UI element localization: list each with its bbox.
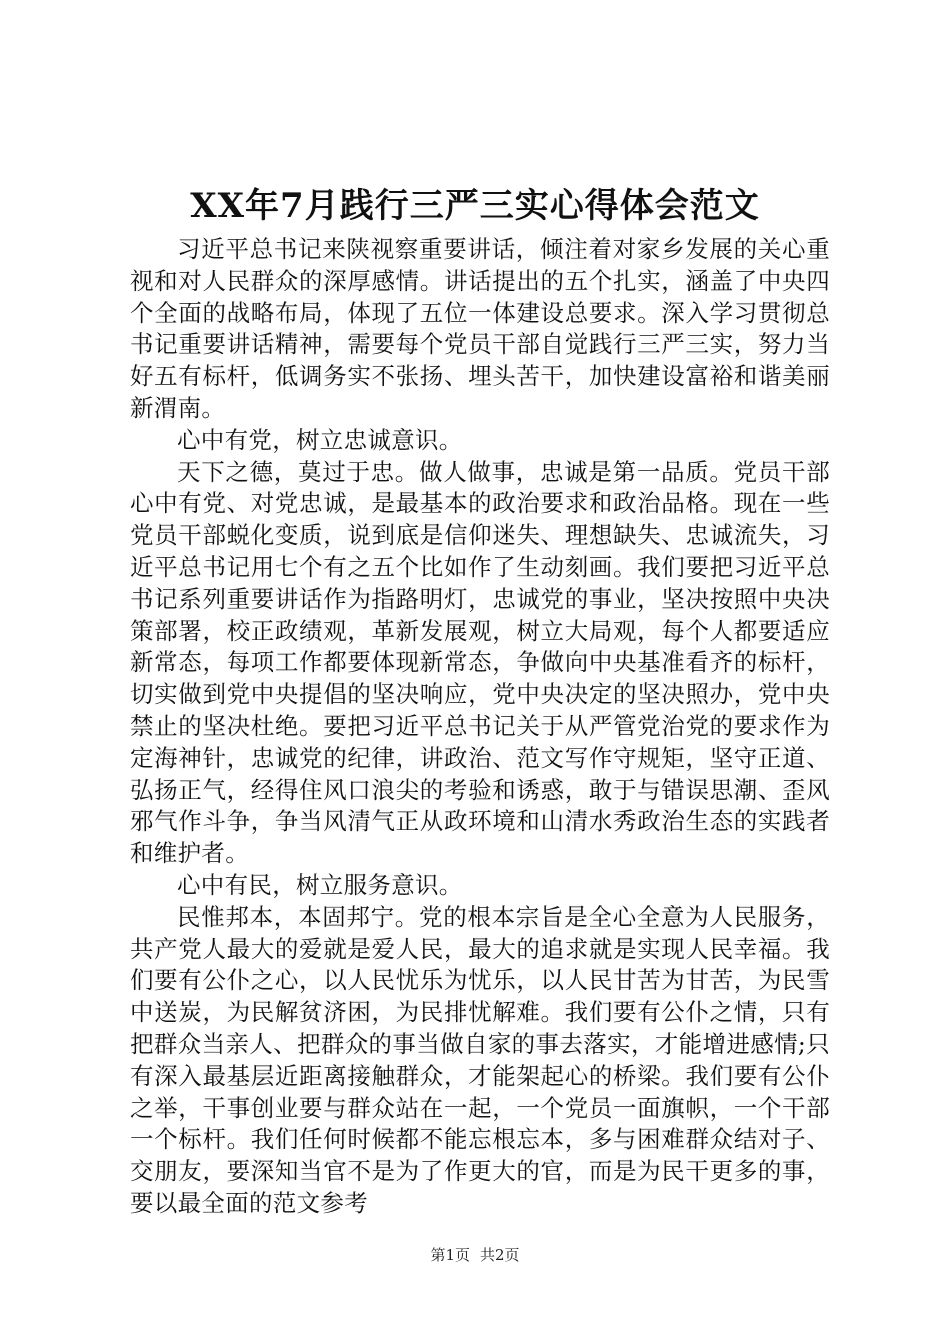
document-title: XX年7月践行三严三实心得体会范文 (190, 186, 760, 226)
section-heading-party: 心中有党，树立忠诚意识。 (177, 425, 463, 454)
paragraph-loyalty: 天下之德，莫过于忠。做人做事，忠诚是第一品质。党员干部心中有党、对党忠诚，是最基本的政治要求和政治品格。现在一些党员干部蜕化变质，说到底是信仰迷失、理想缺失、忠诚流失，习近平总书记用七个有之五个比如作了生动刻画。我们要把习近平总书记系列重要讲话作为指路明灯，忠诚党的事业，坚决按照中央决策部署，校正政绩观，革新发展观，树立大局观，每个人都要适应新常态，每项工作都要体现新常态，争做向中央基准看齐的标杆，切实做到党中央提倡的坚决响应，党中央决定的坚决照办，党中央禁止的坚决杜绝。要把习近平总书记关于从严管党治党的要求作为定海神针，忠诚党的纪律，讲政治、范文写作守规矩，坚守正道、弘扬正气，经得住风口浪尖的考验和诱惑，敢于与错误思潮、歪风邪气作斗争，争当风清气正从政环境和山清水秀政治生态的实践者和维护者。 (130, 457, 830, 868)
page-number-current: 第1页 (430, 1246, 470, 1264)
page-number-total: 共2页 (480, 1246, 520, 1264)
page-footer (0, 1245, 950, 1265)
paragraph-intro: 习近平总书记来陕视察重要讲话，倾注着对家乡发展的关心重视和对人民群众的深厚感情。讲话提出的五个扎实，涵盖了中央四个全面的战略布局，体现了五位一体建设总要求。深入学习贯彻总书记重要讲话精神，需要每个党员干部自觉践行三严三实，努力当好五有标杆，低调务实不张扬、埋头苦干，加快建设富裕和谐美丽新渭南。 (130, 235, 830, 422)
section-heading-people: 心中有民，树立服务意识。 (177, 870, 463, 899)
document-body (130, 234, 830, 1220)
paragraph-service: 民惟邦本，本固邦宁。党的根本宗旨是全心全意为人民服务，共产党人最大的爱就是爱人民，最大的追求就是实现人民幸福。我们要有公仆之心，以人民忧乐为忧乐，以人民甘苦为甘苦，为民雪中送炭，为民解贫济困，为民排忧解难。我们要有公仆之情，只有把群众当亲人、把群众的事当做自家的事去落实，才能增进感情;只有深入最基层近距离接触群众，才能架起心的桥梁。我们要有公仆之举，干事创业要与群众站在一起，一个党员一面旗帜，一个干部一个标杆。我们任何时候都不能忘根忘本，多与困难群众结对子、交朋友，要深知当官不是为了作更大的官，而是为民干更多的事，要以最全面的范文参考 (130, 902, 830, 1217)
